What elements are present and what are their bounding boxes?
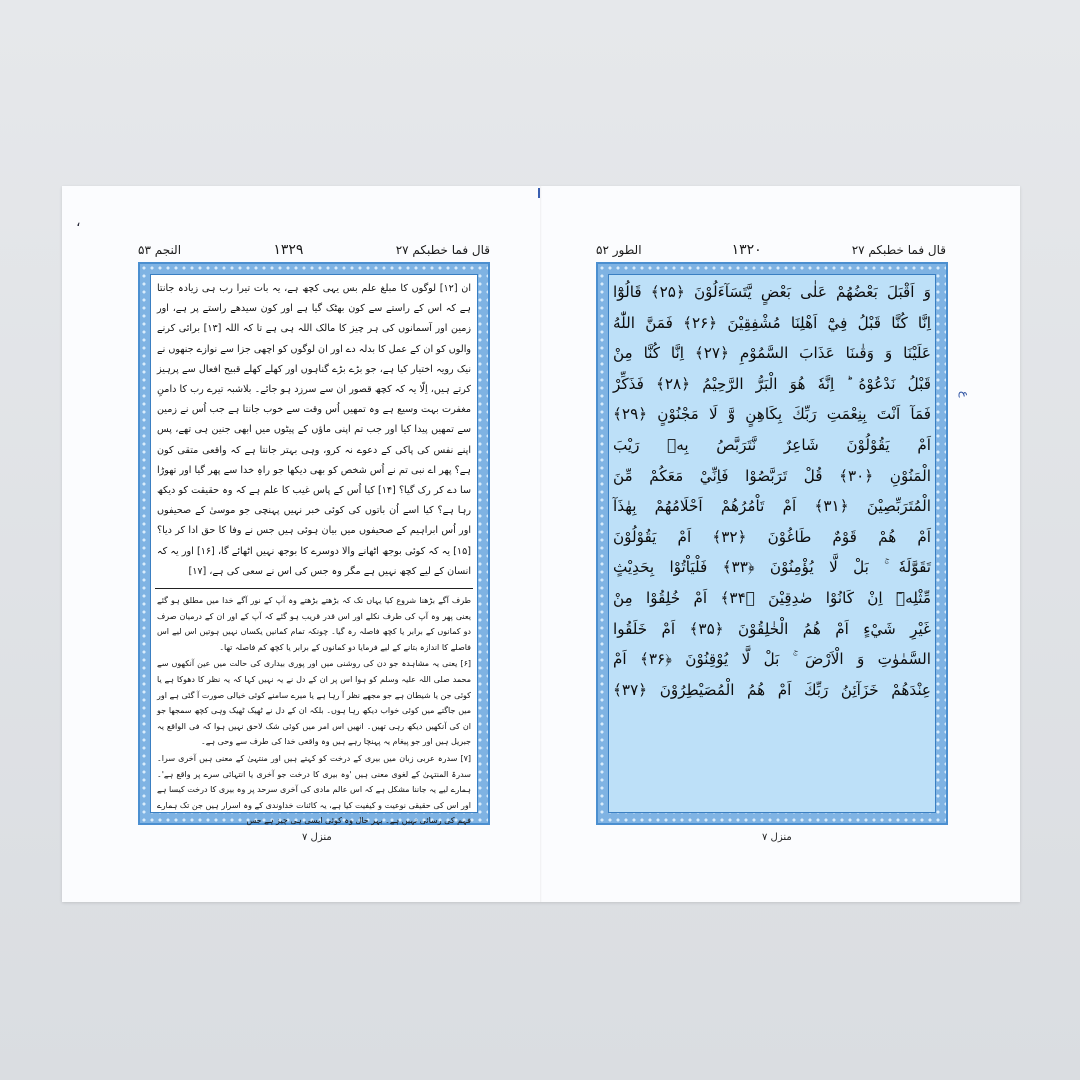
commentary-text	[157, 279, 471, 579]
right-page-content	[608, 274, 936, 813]
verse-line: اَمْ هُمْ قَوْمٌ طَاغُوْنَ ﴿۳۲﴾ اَمْ يَقُوْلُوْنَ	[613, 527, 932, 546]
right-page-number: ۱۳۲۰	[731, 242, 762, 258]
left-page-frame	[138, 262, 490, 825]
verse-line: اِنَّا كُنَّا قَبْلُ فِيْٓ اَهْلِنَا مُشْفِقِيْنَ ﴿۲۶﴾ فَمَنَّ اللّٰهُ	[613, 313, 931, 332]
verse-line: تَقَوَّلَهٗ ۚ بَلْ لَّا يُؤْمِنُوْنَ ﴿۳۳﴾ فَلْيَاْتُوْا بِحَدِيْثٍ	[613, 558, 931, 577]
left-surah-name: النجم ۵۳	[138, 243, 182, 257]
verse-line: فَمَآ اَنْتَ بِنِعْمَتِ رَبِّكَ بِكَاهِنٍ وَّ لَا مَجْنُوْنٍ ﴿۲۹﴾	[613, 405, 931, 424]
open-book	[62, 186, 1020, 902]
footnote-divider	[155, 588, 473, 589]
right-page-header	[596, 240, 946, 260]
left-page-footer: منزل ۷	[302, 832, 332, 843]
verse-line: مِّثْلِهٖٓ اِنْ كَانُوْا صٰدِقِيْنَ ﴿۳۴﴾ اَمْ خُلِقُوْا مِنْ	[613, 588, 931, 607]
footnotes	[157, 593, 471, 826]
footnote-item: [۶] یعنی یہ مشاہدہ جو دن کی روشنی میں اور پوری بیداری کی حالت میں عین آنکھوں سے محمد صلی اللہ علیہ وسلم کو ہوا اس پر ان کے دل نے یہ نہیں کہا کہ یہ نظر کا دھوکا ہے یا کوئی جن یا شیطان ہے جو مجھے نظر آ رہا ہے یا میرے سامنے کوئی خیالی صورت آ گئی ہے اور میں جاگتے میں کوئی خواب دیکھ رہا ہوں۔ بلکہ ان کے دل نے ٹھیک ٹھیک وہی کچھ سمجھا جو ان کی آنکھیں دیکھ رہی تھیں۔ انھیں اس امر میں کوئی شک لاحق نہیں ہوا کہ فی الواقع یہ جبریل ہیں اور جو پیغام یہ پہنچا رہے ہیں وہ واقعی خدا کی طرف سے وحی ہے۔	[157, 659, 471, 747]
verse-line: الْمَنُوْنِ ﴿۳۰﴾ قُلْ تَرَبَّصُوْا فَاِنِّيْ مَعَكُمْ مِّنَ	[613, 466, 932, 485]
right-juz-name: قال فما خطبكم ۲۷	[851, 243, 946, 257]
right-surah-name: الطور ۵۲	[596, 243, 642, 257]
footnote-item: [۷] سدرہ عربی زبان میں بیری کے درخت کو کہتے ہیں اور منتہیٰ کے معنی ہیں آخری سرا۔ سدرۃ المنتہیٰ کے لغوی معنی ہیں 'وہ بیری کا درخت جو آخری یا انتہائی سرے پر واقع ہے'۔ ہمارے لیے یہ جاننا مشکل ہے کہ اس عالم مادی کی آخری سرحد پر وہ بیری کا درخت کیسا ہے اور اس کی حقیقی نوعیت و کیفیت کیا ہے، یہ کائنات خداوندی کے وہ اسرار ہیں جن تک ہمارے فہم کی رسائی نہیں ہے۔ بہر حال وہ کوئی ایسی ہی چیز ہے جس	[157, 753, 471, 826]
spine-mark	[538, 188, 540, 198]
verse-line: اَمْ يَقُوْلُوْنَ شَاعِرٌ نَّتَرَبَّصُ بِهٖ رَيْبَ	[613, 435, 931, 454]
verse-line: الْمُتَرَبِّصِيْنَ ﴿۳۱﴾ اَمْ تَاْمُرُهُمْ اَحْلَامُهُمْ بِهٰذَآ	[613, 497, 932, 516]
left-page-header	[138, 240, 490, 260]
verse-line: عِنْدَهُمْ خَزَآئِنُ رَبِّكَ اَمْ هُمُ الْمُصَيْطِرُوْنَ ﴿۳۷﴾	[613, 680, 931, 699]
verse-line: قَبْلُ نَدْعُوْهُ ؕ اِنَّهٗ هُوَ الْبَرُّ الرَّحِيْمُ ﴿۲۸﴾ فَذَكِّرْ	[613, 374, 931, 393]
left-juz-name: قال فما خطبكم ۲۷	[395, 243, 490, 257]
left-page-content	[150, 274, 478, 826]
right-page-frame	[596, 262, 948, 825]
verse-line: عَلَيْنَا وَ وَقٰىنَا عَذَابَ السَّمُوْمِ ﴿۲۷﴾ اِنَّا كُنَّا مِنْ	[613, 344, 931, 363]
right-page-footer: منزل ۷	[762, 832, 792, 843]
commentary-paragraph: ان [۱۲] لوگوں کا مبلغ علم بس یہی کچھ ہے، یہ بات تیرا رب ہی زیادہ جانتا ہے کہ اس کے راستے سے کون بھٹک گیا ہے اور کون سیدھے راستے پر ہے، اور زمین اور آسمانوں کی ہر چیز کا مالک اللہ ہی ہے تا کہ اللہ [۱۳] برائی کرنے والوں کو ان کے عمل کا بدلہ دے اور ان لوگوں کو اچھی جزا سے نوازے جنھوں نے نیک رویہ اختیار کیا ہے، جو بڑے بڑے گناہوں اور کھلے کھلے قبیح افعال سے پرہیز کرتے ہیں، اِلّا یہ کہ کچھ قصور ان سے سرزد ہو جائے۔ بلاشبہ تیرے رب کا دامنِ مغفرت بہت وسیع ہے وہ تمھیں اُس وقت سے خوب جانتا ہے جب اُس نے زمین سے تمھیں پیدا کیا اور جب تم اپنی ماؤں کے پیٹوں میں ابھی جنین ہی تھے، پس اپنے نفس کی پاکی کے دعوے نہ کرو، وہی بہتر جانتا ہے کہ واقعی متقی کون ہے؟ پھر اے نبی تم نے اُس شخص کو بھی دیکھا جو راہِ خدا سے پھر گیا اور تھوڑا سا دے کر رک گیا؟ [۱۴] کیا اُس کے پاس غیب کا علم ہے کہ وہ حقیقت کو دیکھ رہا ہے؟ کیا اسے اُن باتوں کی کوئی خبر نہیں پہنچی جو موسیٰ کے صحیفوں اور اُس ابراہیم کے صحیفوں میں بیان ہوئی ہیں جس نے وفا کا حق ادا کر دیا؟ [۱۵] یہ کہ کوئی بوجھ اٹھانے والا دوسرے کا بوجھ نہیں اٹھائے گا، [۱۶] اور یہ کہ انسان کے لیے کچھ نہیں ہے مگر وہ جس کی اس نے سعی کی ہے، [۱۷]	[157, 283, 472, 577]
verse-block	[613, 277, 931, 810]
left-page-number: ۱۳۲۹	[273, 242, 304, 258]
ink-speck: ،	[76, 214, 81, 230]
verse-line: وَ اَقْبَلَ بَعْضُهُمْ عَلٰى بَعْضٍ يَّتَسَآءَلُوْنَ ﴿۲۵﴾ قَالُوْٓا	[613, 283, 931, 301]
book-spine	[540, 186, 542, 902]
ruku-side-mark: ع	[958, 391, 971, 398]
footnote-item: طرف آگے بڑھنا شروع کیا یہاں تک کہ بڑھتے بڑھتے وہ آپ کے نور آگے خدا میں مطلق ہو گئے یعنی پھر وہ آپ کی طرف نکلے اور اس قدر قریب ہو گئے کہ آپ کے اور ان کے درمیان صرف دو کمانوں کے برابر یا کچھ فاصلہ رہ گیا۔ چونکہ تمام کمانیں یکساں نہیں ہوتیں اس لیے اس فاصلے کا اندازہ بتانے کے لیے فرمایا دو کمانوں کے برابر یا کچھ کم فاصلہ تھا۔	[157, 596, 471, 652]
verse-line: غَيْرِ شَيْءٍ اَمْ هُمُ الْخٰلِقُوْنَ ﴿۳۵﴾ اَمْ خَلَقُوا	[613, 619, 931, 638]
verse-line: السَّمٰوٰتِ وَ الْاَرْضَ ۚ بَلْ لَّا يُوْقِنُوْنَ ﴿۳۶﴾ اَمْ	[613, 650, 931, 669]
